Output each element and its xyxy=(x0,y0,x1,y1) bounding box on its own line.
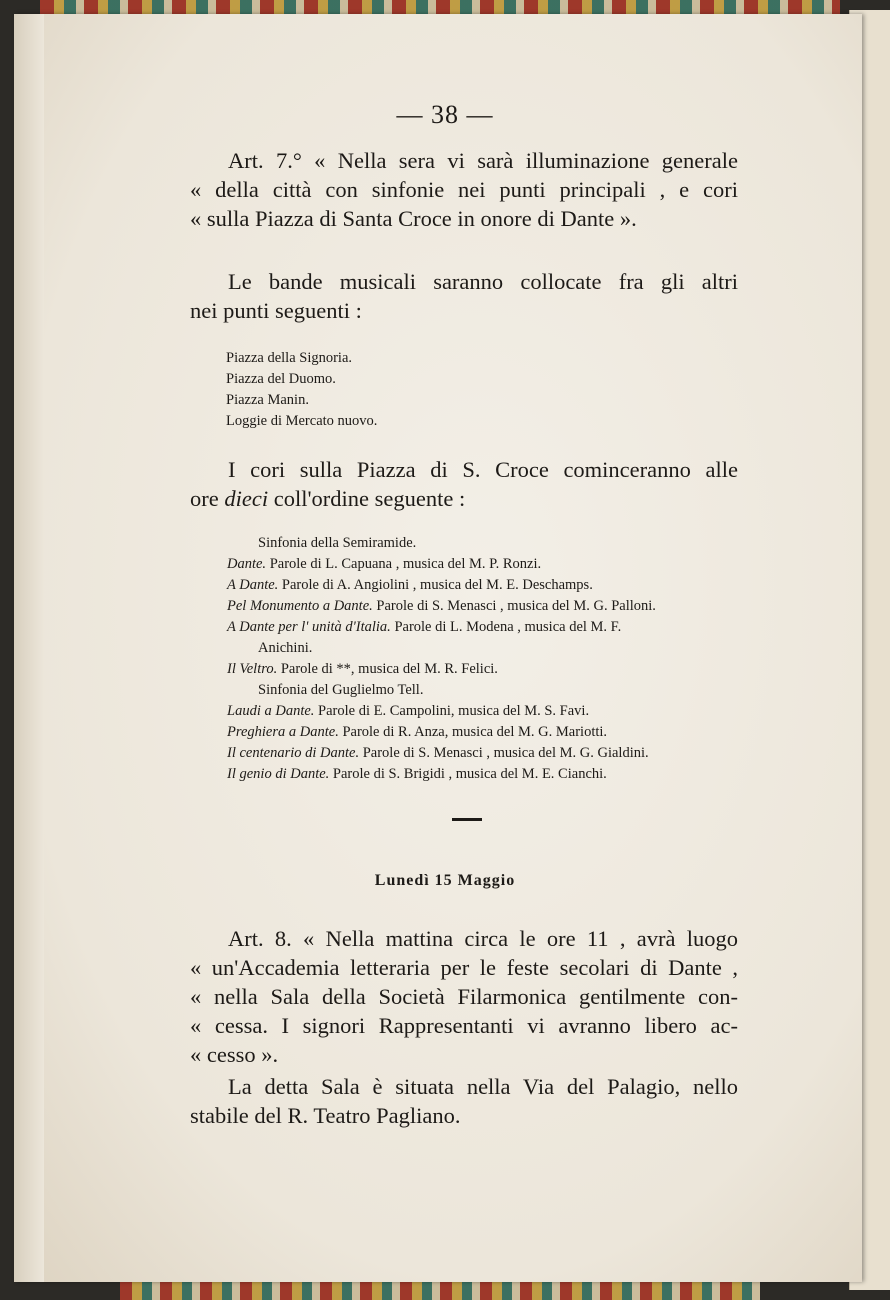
program-line: Preghiera a Dante. Parole di R. Anza, musica del M. G. Mariotti. xyxy=(227,724,608,740)
bands-intro-line-2: nei punti seguenti : xyxy=(190,298,362,323)
art8-line-5: « cesso ». xyxy=(190,1042,279,1067)
location-item: Piazza del Duomo. xyxy=(226,371,336,387)
art8-line-2: « un'Accademia letteraria per le feste secolari di Dante , xyxy=(190,955,738,980)
program-line: Il centenario di Dante. Parole di S. Menasci , musica del M. G. Gialdini. xyxy=(227,745,649,761)
program-line: Il Veltro. Parole di **, musica del M. R. Felici. xyxy=(227,661,498,677)
choirs-intro-ore: ore xyxy=(190,486,225,511)
location-item: Piazza della Signoria. xyxy=(226,350,353,366)
choirs-intro-dieci: dieci xyxy=(224,486,269,511)
art8-line-1: Art. 8. « Nella mattina circa le ore 11 , avrà luogo xyxy=(228,926,738,951)
sala-line-1: La detta Sala è situata nella Via del Palagio, nello xyxy=(228,1074,738,1099)
location-item: Loggie di Mercato nuovo. xyxy=(226,413,378,429)
choirs-intro-line-2 xyxy=(190,484,738,513)
page-number: — 38 — xyxy=(396,100,494,129)
program-line: Laudi a Dante. Parole di E. Campolini, musica del M. S. Favi. xyxy=(227,703,590,719)
art8-line-3: « nella Sala della Società Filarmonica gentilmente con- xyxy=(190,984,738,1009)
art7-line-2: « della città con sinfonie nei punti principali , e cori xyxy=(190,177,738,202)
art7-line-1: Art. 7.° « Nella sera vi sarà illuminazione generale xyxy=(228,148,738,173)
marbled-binding-bottom xyxy=(120,1280,760,1300)
choirs-intro-rest: coll'ordine seguente : xyxy=(268,486,466,511)
program-line: A Dante per l' unità d'Italia. Parole di L. Modena , musica del M. F. xyxy=(227,619,622,635)
program-line: Sinfonia della Semiramide. xyxy=(258,535,417,551)
choirs-intro-line-1: I cori sulla Piazza di S. Croce cominceranno alle xyxy=(228,457,738,482)
location-item: Piazza Manin. xyxy=(226,392,309,408)
page-gutter xyxy=(14,14,44,1282)
program-line: Anichini. xyxy=(258,640,313,656)
program-line: Il genio di Dante. Parole di S. Brigidi , musica del M. E. Cianchi. xyxy=(227,766,607,782)
section-divider xyxy=(452,818,482,821)
program-line: Pel Monumento a Dante. Parole di S. Menasci , musica del M. G. Palloni. xyxy=(227,598,656,614)
art8-line-4: « cessa. I signori Rappresentanti vi avranno libero ac- xyxy=(190,1013,738,1038)
program-line: A Dante. Parole di A. Angiolini , musica del M. E. Deschamps. xyxy=(227,577,593,593)
bands-intro-line-1: Le bande musicali saranno collocate fra gli altri xyxy=(228,269,738,294)
program-line: Dante. Parole di L. Capuana , musica del M. P. Ronzi. xyxy=(227,556,542,572)
day-heading: Lunedì 15 Maggio xyxy=(374,872,516,889)
art7-line-3: « sulla Piazza di Santa Croce in onore di Dante ». xyxy=(190,206,637,231)
sala-line-2: stabile del R. Teatro Pagliano. xyxy=(190,1103,461,1128)
program-line: Sinfonia del Guglielmo Tell. xyxy=(258,682,424,698)
